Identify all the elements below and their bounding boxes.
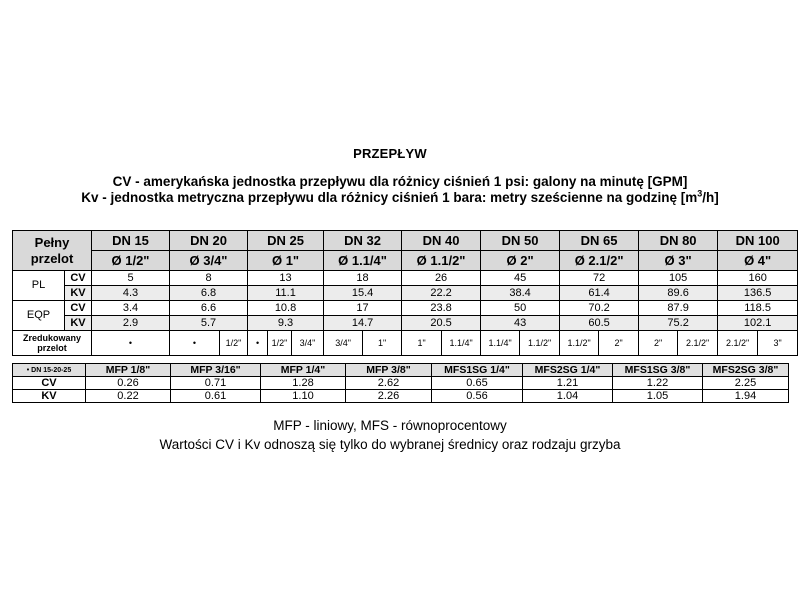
table-cell: 5.7 bbox=[170, 316, 248, 331]
row-group-label: PL bbox=[13, 271, 65, 301]
row-label: CV bbox=[65, 271, 92, 286]
inch-header: Ø 1.1/2" bbox=[402, 251, 481, 271]
table-cell: 2.1/2" bbox=[678, 331, 718, 356]
table-cell: 13 bbox=[248, 271, 324, 286]
table-cell: • bbox=[170, 331, 220, 356]
column-header: MFS2SG 3/8" bbox=[703, 364, 789, 377]
table-cell: 105 bbox=[639, 271, 718, 286]
table-row bbox=[13, 364, 789, 377]
column-header: MFP 3/8" bbox=[346, 364, 432, 377]
table-cell: 61.4 bbox=[560, 286, 639, 301]
table-cell: 2.25 bbox=[703, 377, 789, 390]
table-row bbox=[13, 286, 798, 301]
table-row bbox=[13, 231, 798, 251]
table-cell: 1.04 bbox=[523, 390, 613, 403]
row-label: KV bbox=[13, 390, 86, 403]
table-cell: 6.8 bbox=[170, 286, 248, 301]
kv-definition bbox=[0, 190, 800, 205]
table-cell: 17 bbox=[324, 301, 402, 316]
table-cell: 3/4" bbox=[292, 331, 324, 356]
table-cell: 87.9 bbox=[639, 301, 718, 316]
table-cell: 60.5 bbox=[560, 316, 639, 331]
table-cell: 0.65 bbox=[432, 377, 523, 390]
table-cell: 102.1 bbox=[718, 316, 798, 331]
disclaimer-note: Wartości CV i Kv odnoszą się tylko do wybranej średnicy oraz rodzaju grzyba bbox=[159, 437, 621, 452]
column-header: MFS1SG 3/8" bbox=[613, 364, 703, 377]
table-cell: 26 bbox=[402, 271, 481, 286]
table-cell: 9.3 bbox=[248, 316, 324, 331]
column-header: MFP 3/16" bbox=[171, 364, 261, 377]
table-cell: 1.1/4" bbox=[481, 331, 520, 356]
legend-note: MFP - liniowy, MFS - równoprocentowy bbox=[273, 418, 507, 433]
table-cell: 1.94 bbox=[703, 390, 789, 403]
dn-header: DN 65 bbox=[560, 231, 639, 251]
inch-header: Ø 4" bbox=[718, 251, 798, 271]
table-cell: 89.6 bbox=[639, 286, 718, 301]
dn-header: DN 40 bbox=[402, 231, 481, 251]
column-header: MFP 1/8" bbox=[86, 364, 171, 377]
inch-header: Ø 3/4" bbox=[170, 251, 248, 271]
table-cell: 1.21 bbox=[523, 377, 613, 390]
dn-header: DN 32 bbox=[324, 231, 402, 251]
inch-header: Ø 2.1/2" bbox=[560, 251, 639, 271]
table-cell: 22.2 bbox=[402, 286, 481, 301]
table-row bbox=[13, 301, 798, 316]
inch-header: Ø 1/2" bbox=[92, 251, 170, 271]
table-cell: 15.4 bbox=[324, 286, 402, 301]
kv-definition-superscript: 3 bbox=[697, 188, 703, 199]
table-cell: 10.8 bbox=[248, 301, 324, 316]
table-cell: 2.62 bbox=[346, 377, 432, 390]
table-cell: • bbox=[248, 331, 268, 356]
dn-header: DN 20 bbox=[170, 231, 248, 251]
table-cell: 0.61 bbox=[171, 390, 261, 403]
cv-definition: CV - amerykańska jednostka przepływu dla różnicy ciśnień 1 psi: galony na minutę [GPM] bbox=[112, 174, 688, 189]
table-cell: 1" bbox=[402, 331, 442, 356]
inch-header: Ø 3" bbox=[639, 251, 718, 271]
table-cell: 2.1/2" bbox=[718, 331, 758, 356]
table-cell: 2.26 bbox=[346, 390, 432, 403]
inch-header: Ø 1.1/4" bbox=[324, 251, 402, 271]
row-label: CV bbox=[65, 301, 92, 316]
dn-header: DN 25 bbox=[248, 231, 324, 251]
table-cell: 0.26 bbox=[86, 377, 171, 390]
table-cell: 1" bbox=[363, 331, 402, 356]
table-cell: 160 bbox=[718, 271, 798, 286]
table-cell: 1.22 bbox=[613, 377, 703, 390]
inch-header: Ø 2" bbox=[481, 251, 560, 271]
table-cell: 70.2 bbox=[560, 301, 639, 316]
table-cell: 0.71 bbox=[171, 377, 261, 390]
reduced-bore-label: Zredukowany przelot bbox=[13, 331, 92, 356]
table-cell: • bbox=[92, 331, 170, 356]
dn-header: DN 15 bbox=[92, 231, 170, 251]
table-cell: 5 bbox=[92, 271, 170, 286]
plug-flow-table bbox=[12, 363, 789, 403]
table-cell: 1.1/2" bbox=[560, 331, 599, 356]
table-cell: 3" bbox=[758, 331, 798, 356]
table-cell: 75.2 bbox=[639, 316, 718, 331]
table-cell: 18 bbox=[324, 271, 402, 286]
table-cell: 0.56 bbox=[432, 390, 523, 403]
table-cell: 1.1/4" bbox=[442, 331, 481, 356]
table-row bbox=[13, 390, 789, 403]
table-cell: 1/2" bbox=[220, 331, 248, 356]
table-row bbox=[13, 377, 789, 390]
corner-label-bore: przelot bbox=[30, 250, 74, 266]
row-label: CV bbox=[13, 377, 86, 390]
page-title: PRZEPŁYW bbox=[353, 146, 427, 161]
table-cell: 6.6 bbox=[170, 301, 248, 316]
table-cell: 43 bbox=[481, 316, 560, 331]
table-cell: 8 bbox=[170, 271, 248, 286]
table-cell: 50 bbox=[481, 301, 560, 316]
table-cell: 2" bbox=[639, 331, 678, 356]
table-row bbox=[13, 331, 798, 356]
inch-header: Ø 1" bbox=[248, 251, 324, 271]
dn-header: DN 100 bbox=[718, 231, 798, 251]
table-cell: 0.22 bbox=[86, 390, 171, 403]
table-row bbox=[13, 316, 798, 331]
table-row bbox=[13, 271, 798, 286]
row-group-label: EQP bbox=[13, 301, 65, 331]
flow-table bbox=[12, 230, 798, 356]
table-row bbox=[13, 251, 798, 271]
table-cell: 72 bbox=[560, 271, 639, 286]
table-cell: 11.1 bbox=[248, 286, 324, 301]
table-cell: 14.7 bbox=[324, 316, 402, 331]
column-header: MFS1SG 1/4" bbox=[432, 364, 523, 377]
dn-header: DN 50 bbox=[481, 231, 560, 251]
table-cell: 20.5 bbox=[402, 316, 481, 331]
table-cell: 1.28 bbox=[261, 377, 346, 390]
kv-definition-suffix: /h] bbox=[702, 190, 719, 205]
table-cell: 2" bbox=[599, 331, 639, 356]
table-cell: 38.4 bbox=[481, 286, 560, 301]
table-cell: 1.10 bbox=[261, 390, 346, 403]
table-cell: 118.5 bbox=[718, 301, 798, 316]
dn-header: DN 80 bbox=[639, 231, 718, 251]
column-header: MFP 1/4" bbox=[261, 364, 346, 377]
table-cell: 2.9 bbox=[92, 316, 170, 331]
column-header: MFS2SG 1/4" bbox=[523, 364, 613, 377]
kv-definition-text: Kv - jednostka metryczna przepływu dla różnicy ciśnień 1 bara: metry sześcienne na godzinę [m bbox=[81, 190, 698, 205]
table-cell: 3/4" bbox=[324, 331, 363, 356]
corner-label-full: Pełny bbox=[34, 234, 70, 250]
table-cell: 4.3 bbox=[92, 286, 170, 301]
table-cell: 1/2" bbox=[268, 331, 292, 356]
table-cell: 3.4 bbox=[92, 301, 170, 316]
table-cell: 45 bbox=[481, 271, 560, 286]
table-cell: 1.1/2" bbox=[520, 331, 560, 356]
table-cell: 136.5 bbox=[718, 286, 798, 301]
corner-cell bbox=[13, 231, 92, 271]
row-label: KV bbox=[65, 316, 92, 331]
dn-note: • DN 15-20-25 bbox=[13, 364, 86, 377]
table-cell: 23.8 bbox=[402, 301, 481, 316]
row-label: KV bbox=[65, 286, 92, 301]
table-cell: 1.05 bbox=[613, 390, 703, 403]
